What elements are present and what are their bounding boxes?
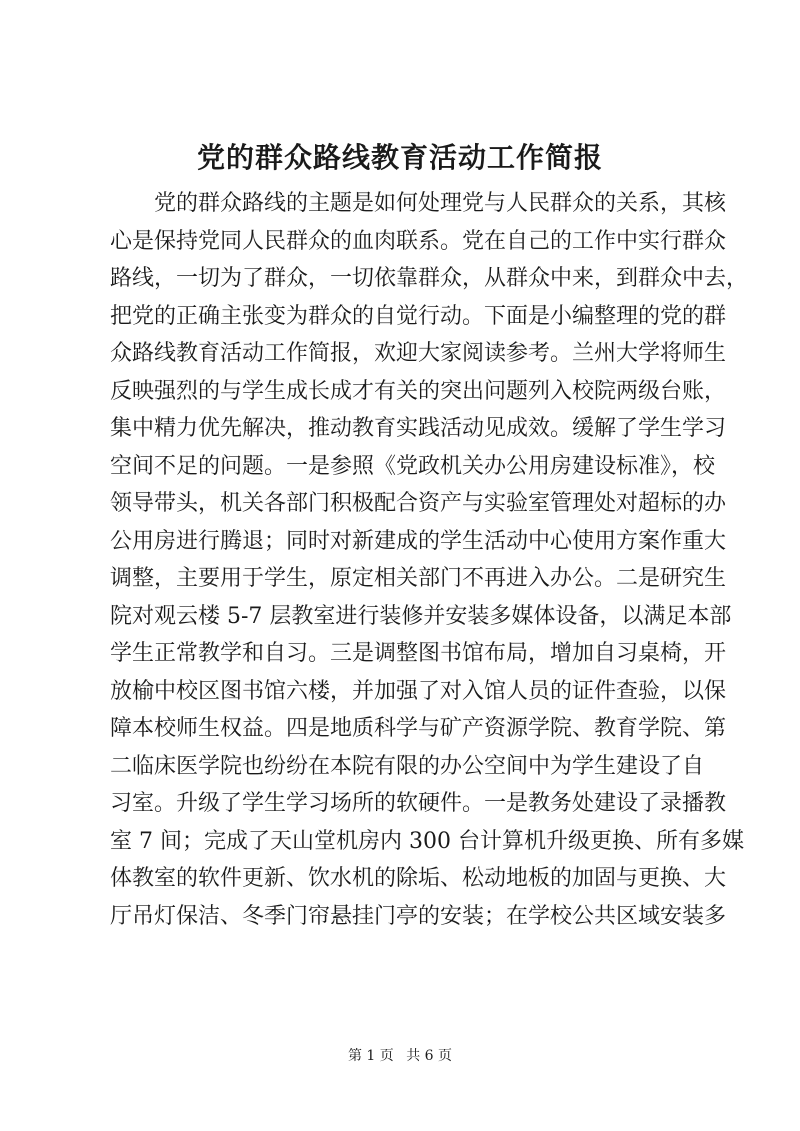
body-line: 党的群众路线的主题是如何处理党与人民群众的关系，其核 bbox=[154, 191, 727, 216]
page-footer bbox=[0, 1046, 800, 1066]
document-body bbox=[110, 185, 749, 935]
body-line: 障本校师生权益。四是地质科学与矿产资源学院、教育学院、第 bbox=[110, 716, 727, 741]
body-line: 空间不足的问题。一是参照《党政机关办公用房建设标准》，校 bbox=[110, 453, 716, 479]
body-line: 二临床医学院也纷纷在本院有限的办公空间中为学生建设了自 bbox=[110, 753, 705, 779]
body-line: 路线，一切为了群众，一切依靠群众，从群众中来，到群众中去， bbox=[110, 266, 749, 291]
body-line: 集中精力优先解决，推动教育实践活动见成效。缓解了学生学习 bbox=[110, 416, 727, 441]
body-line: 领导带头，机关各部门积极配合资产与实验室管理处对超标的办 bbox=[110, 491, 727, 516]
body-line: 把党的正确主张变为群众的自觉行动。下面是小编整理的党的群 bbox=[110, 303, 727, 329]
document-title: 党的群众路线教育活动工作简报 bbox=[196, 141, 603, 174]
body-line: 习室。升级了学生学习场所的软硬件。一是教务处建设了录播教 bbox=[110, 791, 727, 816]
page-number: 第 1 页 bbox=[347, 1048, 394, 1064]
body-line: 学生正常教学和自习。三是调整图书馆布局，增加自习桌椅，开 bbox=[110, 641, 727, 666]
body-line: 室 7 间；完成了天山堂机房内 300 台计算机升级更换、所有多媒 bbox=[110, 828, 744, 854]
body-line: 公用房进行腾退；同时对新建成的学生活动中心使用方案作重大 bbox=[110, 528, 727, 554]
page-total: 共 6 页 bbox=[406, 1048, 453, 1064]
body-line: 众路线教育活动工作简报，欢迎大家阅读参考。兰州大学将师生 bbox=[110, 341, 727, 366]
body-line: 调整，主要用于学生，原定相关部门不再进入办公。二是研究生 bbox=[110, 566, 727, 591]
body-line: 放榆中校区图书馆六楼，并加强了对入馆人员的证件查验，以保 bbox=[110, 678, 727, 704]
body-line: 体教室的软件更新、饮水机的除垢、松动地板的加固与更换、大 bbox=[110, 866, 727, 891]
body-line: 院对观云楼 5-7 层教室进行装修并安装多媒体设备，以满足本部 bbox=[110, 603, 732, 629]
body-line: 厅吊灯保洁、冬季门帘悬挂门亭的安装；在学校公共区域安装多 bbox=[110, 903, 727, 929]
body-line: 反映强烈的与学生成长成才有关的突出问题列入校院两级台账， bbox=[110, 378, 727, 404]
body-line: 心是保持党同人民群众的血肉联系。党在自己的工作中实行群众 bbox=[110, 228, 727, 254]
